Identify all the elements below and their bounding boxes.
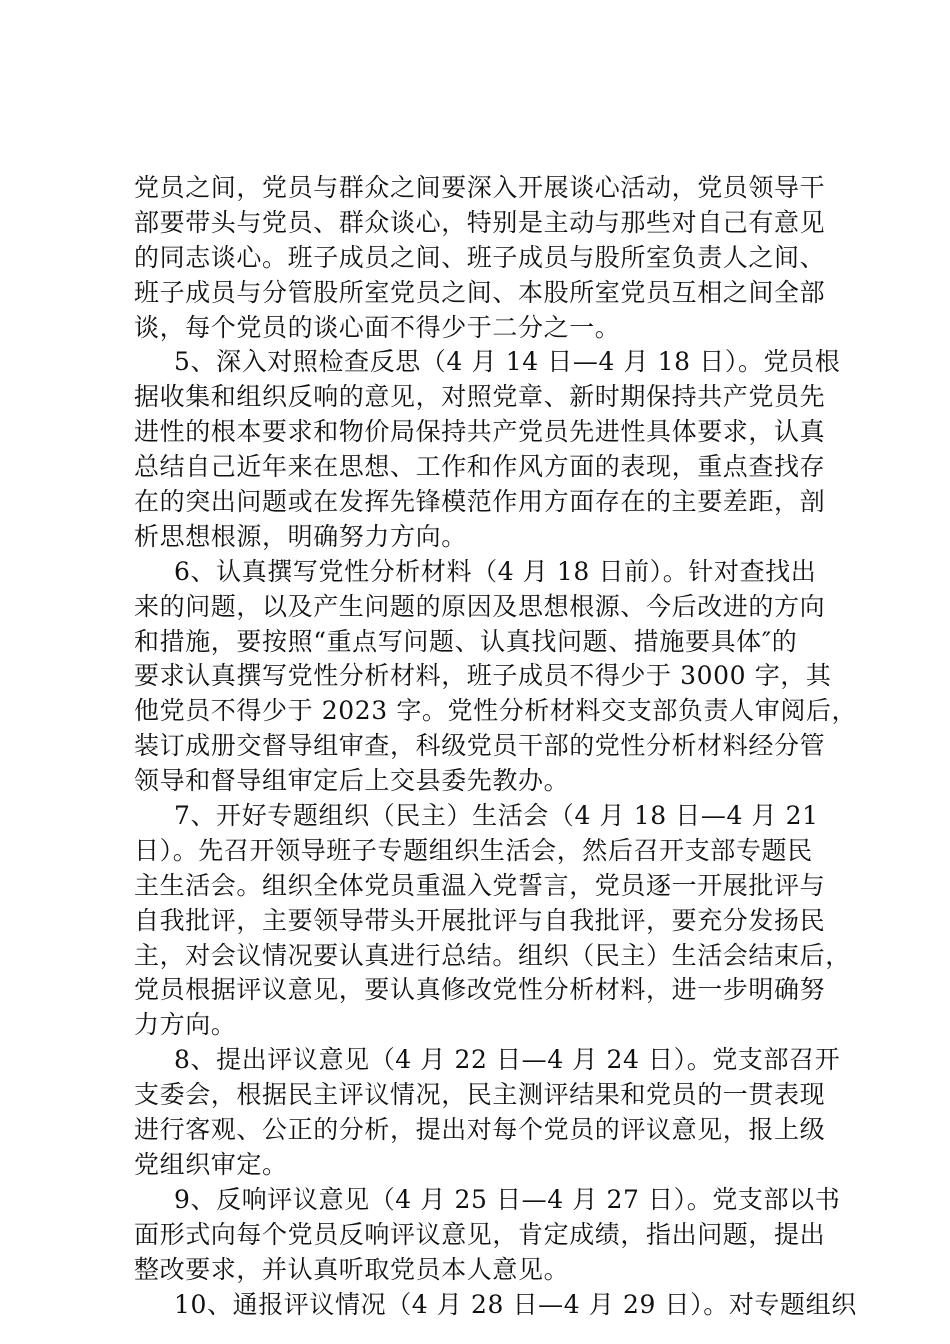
text-line: 装订成册交督导组审查，科级党员干部的党性分析材料经分管 bbox=[134, 731, 826, 761]
text-line: 支委会，根据民主评议情况，民主测评结果和党员的一贯表现 bbox=[134, 1080, 826, 1110]
text-line: 总结自己近年来在思想、工作和作风方面的表现，重点查找存 bbox=[134, 452, 826, 482]
document-body bbox=[134, 171, 858, 1322]
text-line: 据收集和组织反响的意见，对照党章、新时期保持共产党员先 bbox=[134, 382, 826, 412]
text-line: 整改要求，并认真听取党员本人意见。 bbox=[134, 1254, 570, 1284]
text-line: 班子成员与分管股所室党员之间、本股所室党员互相之间全部 bbox=[134, 277, 826, 307]
paragraph-start-line: 9、反响评议意见（4 月 25 日—4 月 27 日）。党支部以书 bbox=[174, 1184, 841, 1214]
paragraph-start-line: 6、认真撰写党性分析材料（4 月 18 日前）。针对查找出 bbox=[174, 556, 817, 586]
text-line: 在的突出问题或在发挥先锋模范作用方面存在的主要差距，剖 bbox=[134, 487, 826, 517]
text-line: 自我批评，主要领导带头开展批评与自我批评，要充分发扬民 bbox=[134, 905, 826, 935]
text-line: 党员根据评议意见，要认真修改党性分析材料，进一步明确努 bbox=[134, 975, 826, 1005]
text-line: 主，对会议情况要认真进行总结。组织（民主）生活会结束后， bbox=[134, 940, 851, 970]
text-line: 力方向。 bbox=[134, 1010, 237, 1040]
text-line: 要求认真撰写党性分析材料，班子成员不得少于 3000 字，其 bbox=[134, 661, 832, 691]
paragraph-start-line: 7、开好专题组织（民主）生活会（4 月 18 日—4 月 21 bbox=[174, 801, 819, 831]
text-line: 主生活会。组织全体党员重温入党誓言，党员逐一开展批评与 bbox=[134, 870, 826, 900]
paragraph-start-line: 5、深入对照检查反思（4 月 14 日—4 月 18 日）。党员根 bbox=[174, 347, 841, 377]
text-line: 党组织审定。 bbox=[134, 1149, 288, 1179]
text-line: 部要带头与党员、群众谈心，特别是主动与那些对自己有意见 bbox=[134, 207, 826, 237]
text-line: 他党员不得少于 2023 字。党性分析材料交支部负责人审阅后， bbox=[134, 696, 858, 726]
text-line: 进性的根本要求和物价局保持共产党员先进性具体要求，认真 bbox=[134, 417, 826, 447]
text-line: 日）。先召开领导班子专题组织生活会，然后召开支部专题民 bbox=[134, 835, 813, 865]
paragraph-start-line: 8、提出评议意见（4 月 22 日—4 月 24 日）。党支部召开 bbox=[174, 1045, 841, 1075]
text-line: 析思想根源，明确努力方向。 bbox=[134, 521, 467, 551]
text-line: 的同志谈心。班子成员之间、班子成员与股所室负责人之间、 bbox=[134, 242, 826, 272]
paragraph-start-line: 10、通报评议情况（4 月 28 日—4 月 29 日）。对专题组织 bbox=[174, 1289, 857, 1319]
text-line: 谈，每个党员的谈心面不得少于二分之一。 bbox=[134, 312, 621, 342]
text-line: 党员之间，党员与群众之间要深入开展谈心活动，党员领导干 bbox=[134, 173, 826, 202]
text-line: 来的问题，以及产生问题的原因及思想根源、今后改进的方向 bbox=[134, 591, 826, 621]
text-line: 面形式向每个党员反响评议意见，肯定成绩，指出问题，提出 bbox=[134, 1219, 826, 1249]
text-line: 进行客观、公正的分析，提出对每个党员的评议意见，报上级 bbox=[134, 1115, 826, 1145]
text-line: 领导和督导组审定后上交县委先教办。 bbox=[134, 766, 570, 796]
text-line: 和措施，要按照“重点写问题、认真找问题、措施要具体″的 bbox=[134, 626, 798, 656]
